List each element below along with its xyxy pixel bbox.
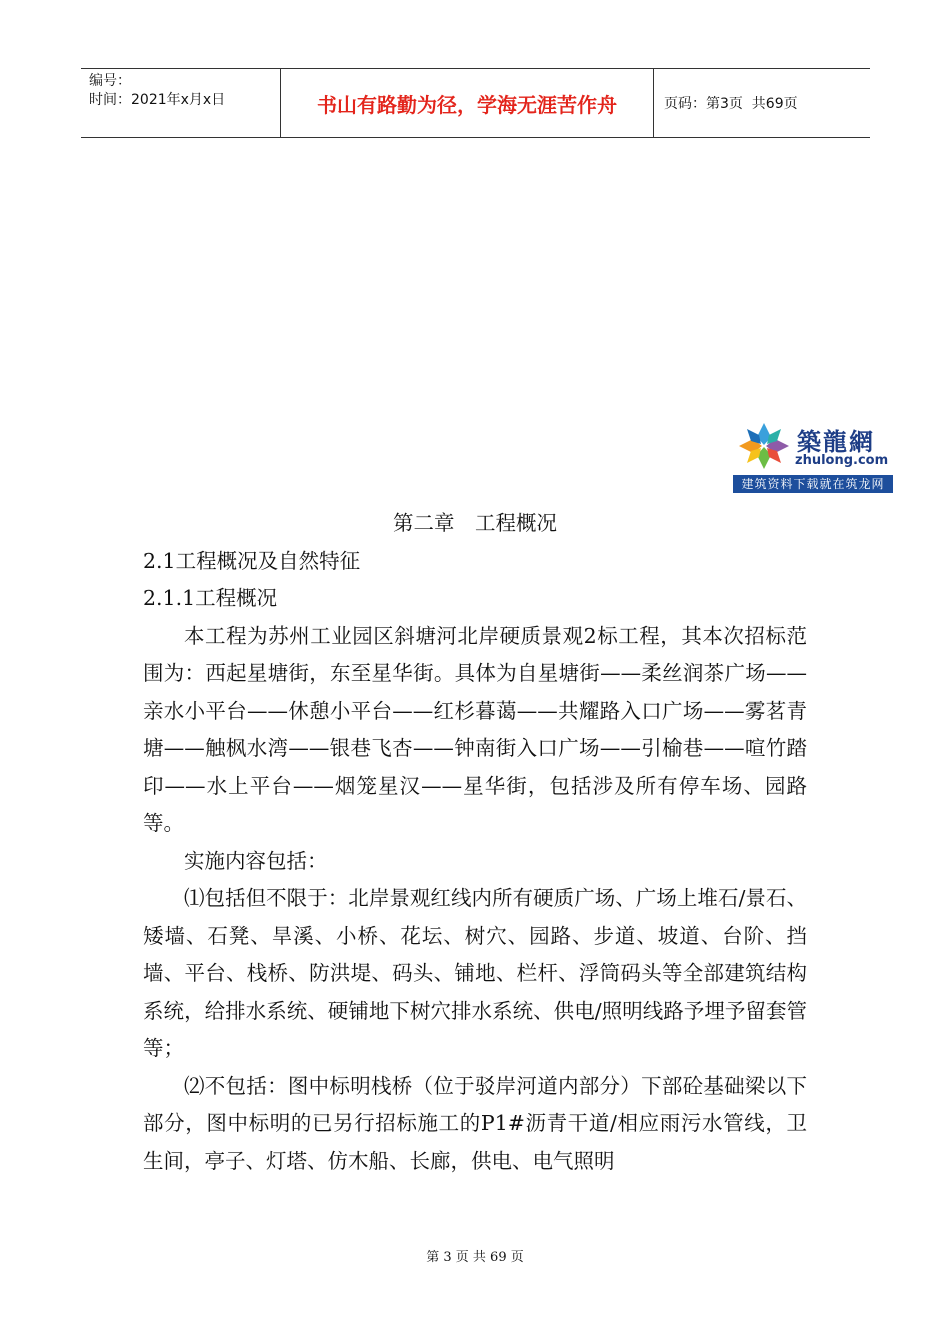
paragraph-project-scope: 本工程为苏州工业园区斜塘河北岸硬质景观2标工程，其本次招标范围为：西起星塘街，东至星华街。具体为自星塘街——柔丝润茶广场——亲水小平台——休憩小平台——红杉暮蔼——共耀路入口广场——雾茗青塘——触枫水湾——银巷飞杏——钟南街入口广场——引榆巷——喧竹踏印——水上平台——烟笼星汉——星华街，包括涉及所有停车场、园路等。 [143,623,807,835]
footer-page-number: 第 3 页 共 69 页 [426,1250,524,1265]
header-page-info-cell [654,69,870,137]
header-time-label: 时间：2021年x月x日 [89,92,226,108]
section-heading-2-1-1: 2.1.1工程概况 [143,586,278,610]
header-motto: 书山有路勤为径，学海无涯苦作舟 [281,69,654,137]
zhulong-logo [733,417,893,495]
section-heading-2-1: 2.1工程概况及自然特征 [143,548,361,573]
logo-domain: zhulong.com [795,453,889,468]
logo-name-cn: 築龍網 [797,427,875,456]
header-number-label: 编号： [89,73,131,89]
paragraph-included-items: ⑴包括但不限于：北岸景观红线内所有硬质广场、广场上堆石/景石、矮墙、石凳、旱溪、小桥、花坛、树穴、园路、步道、坡道、台阶、挡墙、平台、栈桥、防洪堤、码头、铺地、栏杆、浮筒码头等全部建筑结构系统，给排水系统、硬铺地下树穴排水系统、供电/照明线路予埋予留套管等； [143,886,807,1060]
page-footer [0,1246,950,1265]
zhulong-logo-mark-icon [735,421,793,471]
page-header-table [81,68,870,138]
chapter-title: 第二章 工程概况 [393,511,557,535]
document-body [143,505,807,1180]
paragraph-contents-intro: 实施内容包括： [184,848,328,873]
logo-slogan: 建筑资料下载就在筑龙网 [733,475,893,493]
header-meta-cell [81,69,281,137]
paragraph-excluded-items: ⑵不包括：图中标明栈桥（位于驳岸河道内部分）下部砼基础梁以下部分，图中标明的已另行招标施工的P1#沥青干道/相应雨污水管线，卫生间，亭子、灯塔、仿木船、长廊，供电、电气照明 [143,1073,807,1173]
header-page-info: 页码：第3页 共69页 [664,96,798,112]
